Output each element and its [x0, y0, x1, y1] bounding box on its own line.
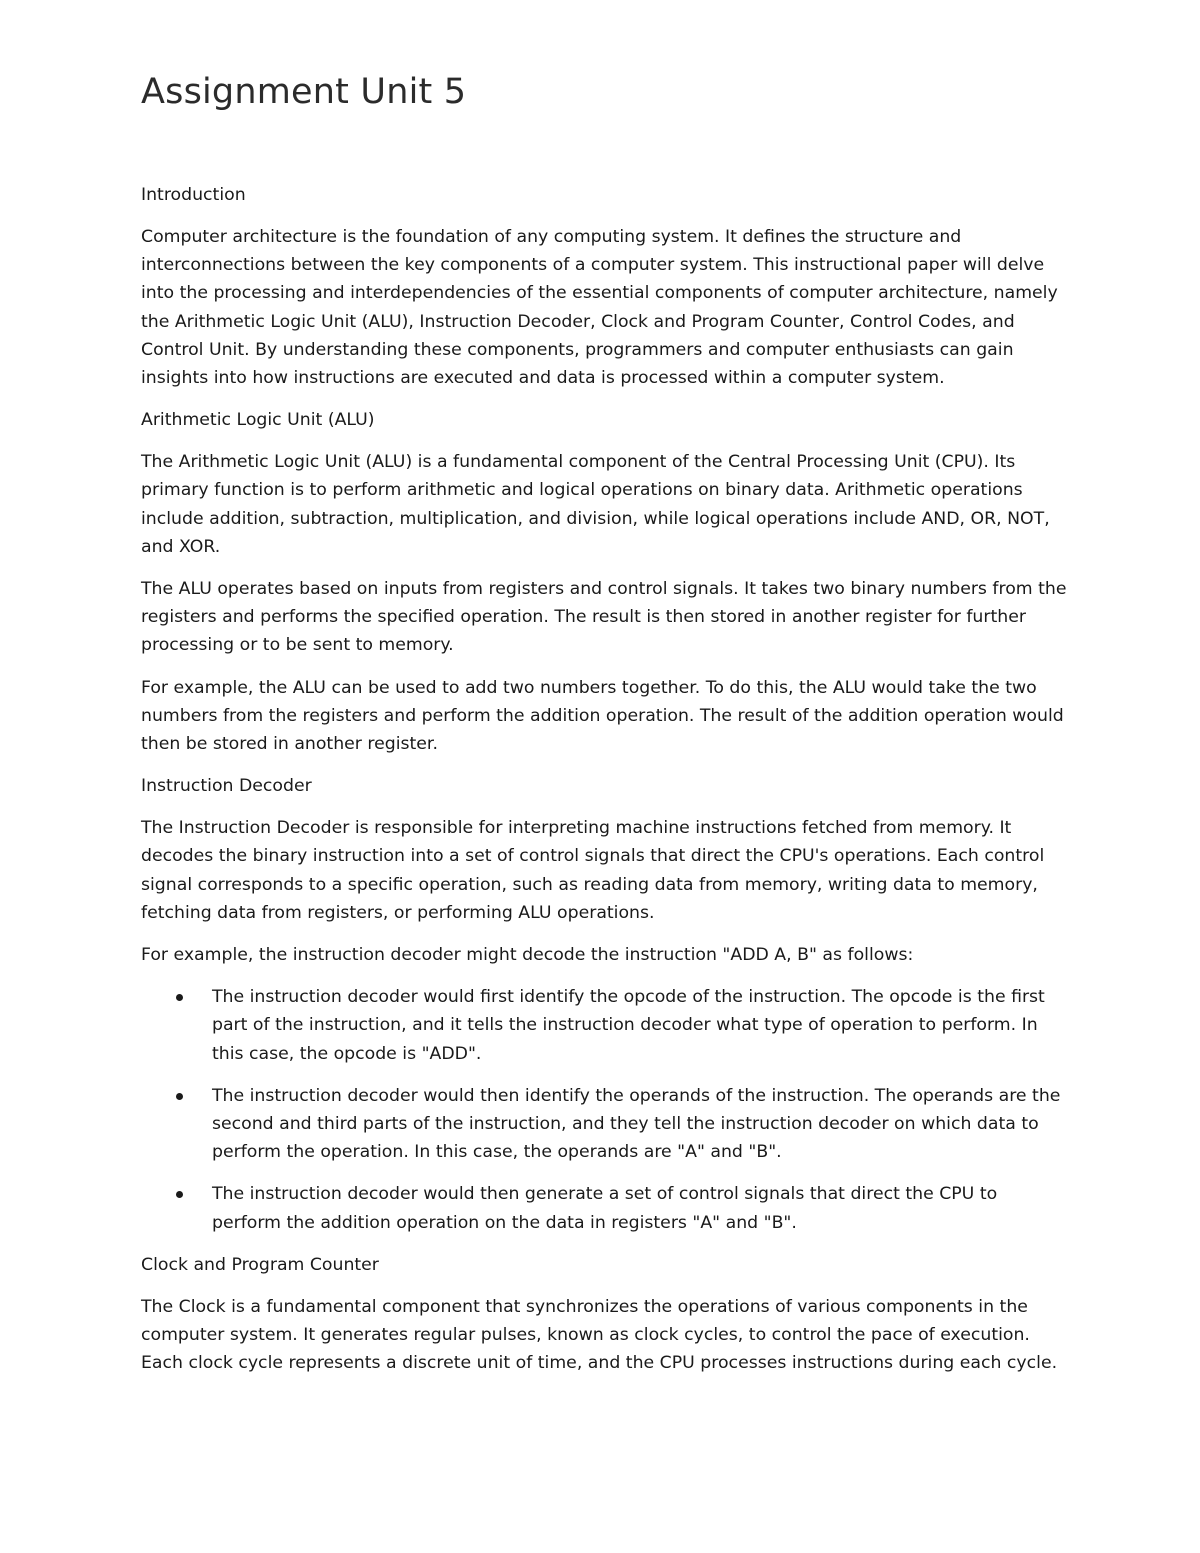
heading-introduction: Introduction	[141, 185, 246, 205]
list-item	[141, 1082, 1071, 1167]
paragraph-decoder-2: For example, the instruction decoder might decode the instruction "ADD A, B" as follows:	[141, 945, 914, 966]
list-item	[141, 983, 1071, 1068]
heading-clock-program-counter: Clock and Program Counter	[141, 1254, 379, 1275]
bullet-icon	[176, 994, 183, 1001]
list-item-text: The instruction decoder would then generate a set of control signals that direct the CPU to perform the addition operation on the data in registers "A" and "B".	[212, 1184, 998, 1233]
document-title: Assignment Unit 5	[141, 72, 467, 112]
decoder-steps-list	[141, 983, 1071, 1237]
list-item-text: The instruction decoder would then identify the operands of the instruction. The operands are the second and third parts of the instruction, and they tell the instruction decoder on which data to perform the operation. In this case, the operands are "A" and "B".	[212, 1085, 1061, 1163]
heading-alu: Arithmetic Logic Unit (ALU)	[141, 410, 375, 431]
bullet-icon	[176, 1093, 183, 1100]
paragraph-alu-3: For example, the ALU can be used to add two numbers together. To do this, the ALU would take the two numbers from the registers and perform the addition operation. The result of the addition operation would then be stored in another register.	[141, 677, 1064, 755]
paragraph-alu-1: The Arithmetic Logic Unit (ALU) is a fundamental component of the Central Processing Unit (CPU). Its primary function is to perform arithmetic and logical operations on binary data. Arithmetic operations include addition, subtraction, multiplication, and division, while logical operations include AND, OR, NOT, and XOR.	[141, 452, 1050, 557]
document-page	[141, 66, 1071, 1378]
paragraph-alu-2: The ALU operates based on inputs from registers and control signals. It takes two binary numbers from the registers and performs the specified operation. The result is then stored in another register for further processing or to be sent to memory.	[141, 579, 1067, 656]
paragraph-introduction: Computer architecture is the foundation of any computing system. It defines the structure and interconnections between the key components of a computer system. This instructional paper will delve into the processing and interdependencies of the essential components of computer architecture, namely the Arithmetic Logic Unit (ALU), Instruction Decoder, Clock and Program Counter, Control Codes, and Control Unit. By understanding these components, programmers and computer enthusiasts can gain insights into how instructions are executed and data is processed within a computer system.	[141, 227, 1058, 389]
bullet-icon	[176, 1191, 183, 1198]
paragraph-clock: The Clock is a fundamental component that synchronizes the operations of various components in the computer system. It generates regular pulses, known as clock cycles, to control the pace of execution. Each clock cycle represents a discrete unit of time, and the CPU processes instructions during each cycle.	[141, 1296, 1058, 1374]
list-item-text: The instruction decoder would first identify the opcode of the instruction. The opcode is the first part of the instruction, and it tells the instruction decoder what type of operation to perform. In this case, the opcode is "ADD".	[212, 987, 1045, 1064]
heading-instruction-decoder: Instruction Decoder	[141, 776, 312, 797]
paragraph-decoder-1: The Instruction Decoder is responsible for interpreting machine instructions fetched from memory. It decodes the binary instruction into a set of control signals that direct the CPU's operations. Each control signal corresponds to a specific operation, such as reading data from memory, writing data to memory, fetching data from registers, or performing ALU operations.	[141, 818, 1045, 923]
list-item	[141, 1180, 1071, 1236]
